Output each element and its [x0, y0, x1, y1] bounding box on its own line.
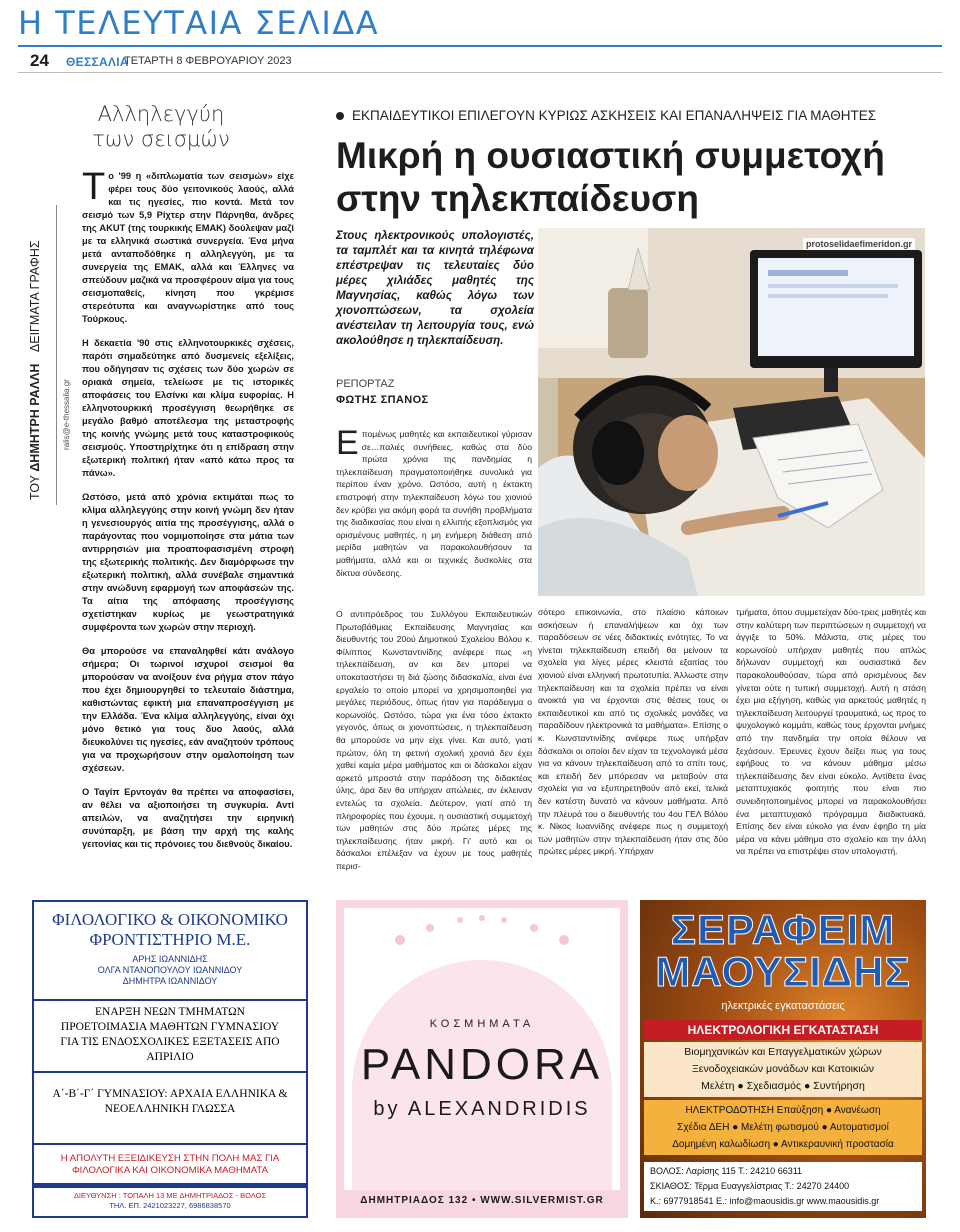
page-number: 24	[30, 51, 49, 70]
ad1-name: ΟΛΓΑ ΝΤΑΝΟΠΟΥΛΟΥ ΙΩΑΝΝΙΔΟΥ	[97, 965, 243, 975]
ad2-small-label: ΚΟΣΜΗΜΑΤΑ	[429, 1018, 535, 1030]
ad1-notice: ΓΙΑ ΤΙΣ ΕΝΔΟΣΧΟΛΙΚΕΣ ΕΞΕΤΑΣΕΙΣ ΑΠΟ	[60, 1036, 280, 1048]
column-paragraph: Θα μπορούσε να επαναληφθεί κάτι ανάλογο σήμερα; Οι τωρινοί ισχυροί σεισμοί θα μπορούσαν να ανοίξουν ένα ρήγμα στον πάγο που έχει δημιουργηθεί το τελευταίο διάστημα, καθιστώντας εφικτή μια επαναπροσέγγιση με την Ελλάδα. Ένα κλίμα αλληλεγγύης, είναι όχι μόνο θετικό για τους δυο λαούς, αλλά διευκολύνει τις ηγεσίες, εάν αναζητούν τρόπους για να προχωρήσουν στην ομαλοποίηση των σχέσεων.	[82, 646, 294, 773]
ad1-notice: ΕΝΑΡΞΗ ΝΕΩΝ ΤΜΗΜΑΤΩΝ	[95, 1006, 245, 1018]
ad1-name: ΔΗΜΗΤΡΑ ΙΩΑΝΝΙΔΟΥ	[122, 976, 218, 986]
article-headline: Μικρή η ουσιαστική συμμετοχή στην τηλεκπαίδευση	[336, 135, 885, 219]
column-paragraph: Ο Ταγίπ Ερντογάν θα πρέπει να αποφασίσει, αν θέλει να αξιοποιήσει τη συγκυρία. Αντί απειλών, να αναζητήσει την ειρηνική συνύπαρξη, με βάση την αρχή της καλής γειτονίας και τις πρόνοιες του διεθνούς δικαίου.	[82, 787, 294, 849]
article-photo	[538, 228, 925, 596]
ad3-contact: Κ.: 6977918541 Ε.: info@maousidis.gr www.maousidis.gr	[650, 1196, 880, 1206]
ad3-name-1: ΣΕΡΑΦΕΙΜ	[670, 906, 896, 953]
ad1-specialty: ΦΙΛΟΛΟΓΙΚΑ ΚΑΙ ΟΙΚΟΝΟΜΙΚΑ ΜΑΘΗΜΑΤΑ	[72, 1165, 268, 1176]
column-title: Αλληλεγγύη των σεισμών	[92, 102, 230, 151]
ad2-by: by ALEXANDRIDIS	[373, 1098, 591, 1120]
ad1-name: ΑΡΗΣ ΙΩΑΝΝΙΔΗΣ	[132, 954, 208, 964]
ad1-subjects: ΝΕΟΕΛΛΗΝΙΚΗ ΓΛΩΣΣΑ	[104, 1103, 236, 1115]
header-rule	[18, 45, 942, 47]
photo-credit: protoselidaefimeridon.gr	[803, 238, 915, 250]
column-paragraph: Ωστόσο, μετά από χρόνια εκτιμάται πως το κλίμα αλληλεγγύης στην κοινή γνώμη δεν ήταν η γενεσιουργός αιτία της προσέγγισης, αλλά ο παράγοντας που νομιμοποίησε στα μάτια των αντιρρησιών μια προαποφασισμένη στροφή της εξωτερικής πολιτικής. Δεν διαμόρφωσε την εξωτερική πολιτική, αλλά συνέβαλε σημαντικά στην ανώδυνη εφαρμογή των αποφάσεών της. Τα αίτια της απόφασης προσέγγισης σχετίστηκαν κυρίως με γεωστρατηγικά συμφέροντα των χωρών στην περιοχή.	[82, 492, 294, 632]
issue-date: ΤΕΤΑΡΤΗ 8 ΦΕΒΡΟΥΑΡΙΟΥ 2023	[124, 55, 292, 67]
article-kicker: ΕΚΠΑΙΔΕΥΤΙΚΟΙ ΕΠΙΛΕΓΟΥΝ ΚΥΡΙΩΣ ΑΣΚΗΣΕΙΣ ΚΑΙ ΕΠΑΝΑΛΗΨΕΙΣ ΓΙΑ ΜΑΘΗΤΕΣ	[336, 108, 936, 123]
article-column-2: σότερο επικοινωνία, στο πλαίσιο κάποιων ασκήσεων ή επαναλήψεων και όχι των παραδόσεων σε νέες διδακτικές ενότητες. Το να γίνεται τηλεκπαίδευση επειδή θα μείνουν τα σχολεία για λίγες μέρες κλειστά εξαιτίας του χιονιού είναι ελληνική πρωτοτυπία. Άλλωστε στην τηλεκπαίδευση και τα σχολεία πρέπει να είναι ανοικτά για να έρχονται στις θέσεις τους οι εκπαιδευτικοί και από τις σχολικές μονάδες να παραδίδουν ηλεκτρονικά τα μαθήματα». Επίσης ο κ. Κωνσταντινίδης ανέφερε πως υπήρξαν δάσκαλοι οι οποίοι δεν είχαν τα τεχνολογικά μέσα για να κάνουν τηλεκπαίδευση από το σπίτι τους, και επειδή δεν μπόρεσαν να μεταβούν στα σχολεία για να εξυπηρετηθούν από εκεί, τελικά δεν κατέστη δυνατό να κάνουν μαθήματα. Από την πλευρά του ο διευθυντής του 4ου ΓΕΛ Βόλου κ. Νίκος Ιωαννίδης ανέφερε πως η συμμετοχή των μαθητών στην τηλεκπαίδευση ήταν στις δύο πρώτες μέρες μικρή. Υπήρχαν	[538, 607, 728, 857]
ad1-subjects: Α΄-Β΄-Γ΄ ΓΥΜΝΑΣΙΟΥ: ΑΡΧΑΙΑ ΕΛΛΗΝΙΚΑ &	[52, 1088, 288, 1100]
byline-email: ralis@e-thessalia.gr	[62, 379, 71, 450]
reportage-label: ΡΕΠΟΡΤΑΖ	[336, 378, 395, 390]
ad1-notice: ΠΡΟΕΤΟΙΜΑΣΙΑ ΜΑΘΗΤΩΝ ΓΥΜΝΑΣΙΟΥ	[60, 1021, 280, 1033]
bullet-icon	[336, 112, 344, 120]
ad3-band-2: Δομημένη καλωδίωση ● Αντικεραυνική προστασία	[672, 1139, 894, 1150]
article-column-1-continued: Ο αντιπρόεδρος του Συλλόγου Εκπαιδευτικών Πρωτοβάθμιας Εκπαίδευσης Μαγνησίας και διευθυντής του 20ού Δημοτικού Σχολείου Βόλου κ. Φίλιππος Κωνσταντινίδης ανέφερε πως «η τηλεκπαίδευση, αν και δεν μπορεί να υποκαταστήσει τη διά ζώσης διδασκαλία, είναι ένα εργαλείο το οποίο μπορεί να χρησιμοποιηθεί για μεγάλες περιόδους, όπως ήταν για παράδειγμα ο κορωνοϊός. Ωστόσο, τώρα για ένα τόσο έκτακτο γεγονός, όπως οι χιονοπτώσεις, η τηλεκπαίδευση θα μπορούσε να μην είχε γίνει. Και αυτό, γιατί πρώτον, όλη τη φετινή σχολική χρονιά δεν έχει χαθεί καμία μέρα μαθήματος και οι δάσκαλοι είχαν αρκετό μπροστά στην παράδοση της διδακτέας ύλης, άρα δεν θα υπήρχαν απώλειες, αν έκλειναν εντελώς τα σχολεία. Δεύτερον, γιατί από τη πληροφορίες που έχουμε, η ουσιαστική συμμετοχή των μαθητών στις δύο πρώτες μέρες της τηλεκπαίδευσης ήταν μικρή. Γι' αυτό και οι δάσκαλοι επέλεξαν να έχουν με τους μαθητές περισ-	[336, 609, 532, 871]
ad1-title-2: ΦΡΟΝΤΙΣΤΗΡΙΟ Μ.Ε.	[89, 930, 251, 949]
article-column-3: τμήματα, όπου συμμετείχαν δύο-τρεις μαθητές και στην καλύτερη των περιπτώσεων η συμμετοχή να άγγιξε το 50%. Μάλιστα, στις μέρες του κορωνοϊού υπήρχαν μαθητές που απλώς δήλωναν συμμετοχή και ουσιαστικά δεν παρακολουθούσαν, τώρα από ορισμένους δεν γίνεται ούτε η τυπική συμμετοχή. Αυτή η στάση έχει μια εξήγηση, καθώς για αρκετούς μαθητές η τηλεκπαίδευση λειτουργεί τραυματικά, ως προς το ψυχολογικό κομμάτι, καθώς τους έρχονται μνήμες από την πανδημία την οποία θέλουν να ξεχάσουν. Έρευνες έχουν δείξει πως για τους εφήβους το να κάνουν μάθημα μέσω τηλεκπαίδευσης δεν είναι εύκολο. Αντίθετα ένας μεταπτυχιακός φοιτητής που είναι πιο συνειδητοποιημένος μπορεί να παρακολουθήσει ένα μεταπτυχιακό πρόγραμμα διαδικτυακά. Επίσης δεν είναι εύκολο για έναν έφηβο τη μία μέρα να κάνει μάθημα στο σχολείο και την άλλη να πρέπει να επιστρέψει στον υπολογιστή.	[736, 607, 926, 857]
ad3-band-2: ΗΛΕΚΤΡΟΔΟΤΗΣΗ Επαύξηση ● Ανανέωση	[685, 1105, 881, 1116]
drop-cap: Ε	[336, 424, 359, 462]
column-paragraph: Η δεκαετία '90 στις ελληνοτουρκικές σχέσεις, παρότι σημαδεύτηκε από δυσμενείς εξελίξεις, που οδήγησαν τις σχέσεις των δύο χωρών σε οριακά σημεία, τελείωσε με τις ιστορικές αποφάσεις του Ελσίνκι και κλίμα ευφορίας. Η ελληνοτουρκική προσέγγιση θεωρήθηκε σε μεγάλο βαθμό αποτέλεσμα της μεταστροφής της κοινής γνώμης μετά τους καταστροφικούς σεισμούς. Υποστηρίχτηκε ότι η επίδραση στην εξωτερική πολιτική ήταν «από κάτω προς τα πάνω».	[82, 338, 294, 478]
column-paragraph: Το '99 η «διπλωματία των σεισμών» είχε φέρει τους δύο γειτονικούς λαούς, αλλά και τις ηγεσίες, πιο κοντά. Μετά τον σεισμό των 5,9 Ρίχτερ στην Πάρνηθα, άνδρες της AKUT (της τουρκικής ΕΜΑΚ) δούλεψαν μαζί με τα ελληνικά σωστικά συνεργεία. Ένα μήνα μετά ανταποδόθηκε η αλληλεγγύη, με τα συνεργεία της ΕΜΑΚ, αλλά και Έλληνες να σπεύδουν μαζικά να προσφέρουν αίμα για τους σεισμοπαθείς, κίνηση που γκρέμισε στερεότυπα και αναγνωρίστηκε από τους Τούρκους.	[82, 166, 294, 324]
ad1-specialty: Η ΑΠΟΛΥΤΗ ΕΞΕΙΔΙΚΕΥΣΗ ΣΤΗΝ ΠΟΛΗ ΜΑΣ ΓΙΑ	[60, 1153, 280, 1164]
ad3-line: Ξενοδοχειακών μονάδων και Κατοικιών	[691, 1063, 875, 1075]
article-author: ΦΩΤΗΣ ΣΠΑΝΟΣ	[336, 394, 429, 406]
ad2-footer: ΔΗΜΗΤΡΙΑΔΟΣ 132 • WWW.SILVERMIST.GR	[360, 1195, 604, 1206]
ad3-line: Βιομηχανικών και Επαγγελματικών χώρων	[684, 1046, 882, 1058]
byline-column-name: ΔΕΙΓΜΑΤΑ ΓΡΑΦΗΣ	[28, 240, 42, 353]
ad-pandora[interactable]	[336, 900, 628, 1218]
article-lead: Στους ηλεκτρονικούς υπολογιστές, τα ταμπλέτ και τα κινητά τηλέφωνα επέστρεψαν τις τελευταίες δύο μέρες χιλιάδες μαθητές της Μαγνησίας, καθώς λόγω των χιονοπτώσεων, τα σχολεία ανέστειλαν τη λειτουργία τους, ενώ ακολούθησε η τηλεκπαίδευση.	[336, 229, 534, 347]
ad1-address: ΔΙΕΥΘΥΝΣΗ : ΤΟΠΑΛΗ 13 ΜΕ ΔΗΜΗΤΡΙΑΔΟΣ - ΒΟΛΟΣ	[73, 1191, 267, 1200]
column-vertical-rule	[56, 205, 57, 505]
ad3-name-2: ΜΑΟΥΣΙΔΗΣ	[655, 948, 911, 995]
byline-prefix: ΤΟΥ	[28, 475, 42, 500]
newspaper-name: ΘΕΣΣΑΛΙΑ	[66, 55, 129, 69]
article-column-1: Επομένως μαθητές και εκπαιδευτικοί γύρισαν σε…παλιές συνήθειες, καθώς στα δύο πρώτα χρόνια της πανδημίας η τηλεκπαίδευση πραγματοποιήθηκε συνολικά για περίπου έναν χρόνο. Ωστόσο, αυτή η έκτακτη επιστροφή στην τηλεκπαίδευση λόγω του χιονιού δεν κρύβει για ακόμη φορά τα συνήθη προβλήματα της διαδικασίας που είναι η ελλιπής εξοπλισμός για ορισμένους μαθητές, η μη ενήμερη διάθεση από μερίδα μαθητών να παρακολουθήσουν τα μαθήματα, αλλά και οι τεχνικές δυσκολίες στα δίκτυα σύνδεσης.	[336, 424, 532, 578]
drop-cap: Τ	[82, 166, 106, 208]
column-byline-vertical	[28, 200, 50, 500]
ad3-contact: ΒΟΛΟΣ: Λαρίσης 115 Τ.: 24210 66311	[650, 1166, 803, 1176]
ad3-band-2: Σχέδια ΔΕΗ ● Μελέτη φωτισμού ● Αυτοματισμοί	[677, 1122, 889, 1133]
section-title: Η ΤΕΛΕΥΤΑΙΑ ΣΕΛΙΔΑ	[18, 4, 380, 42]
ad1-phone: ΤΗΛ. ΕΠ. 2421023227, 6986838570	[109, 1201, 231, 1210]
ad3-subtitle: ηλεκτρικές εγκαταστάσεις	[721, 1000, 845, 1012]
chandelier-icon	[360, 910, 604, 970]
column-body	[82, 166, 294, 862]
header-rule-thin	[18, 72, 942, 73]
ad2-brand: PANDORA	[360, 1040, 604, 1089]
ad-maousidis[interactable]	[640, 900, 926, 1218]
ad3-band-1: ΗΛΕΚΤΡΟΛΟΓΙΚΗ ΕΓΚΑΤΑΣΤΑΣΗ	[644, 1020, 922, 1040]
ad-frontistirio[interactable]	[32, 900, 308, 1218]
ad1-notice: ΑΠΡΙΛΙΟ	[146, 1051, 194, 1063]
byline-author: ΔΗΜΗΤΡΗ ΡΑΛΛΗ	[28, 363, 42, 472]
ad3-line: Μελέτη ● Σχεδιασμός ● Συντήρηση	[701, 1080, 865, 1092]
ad3-contact: ΣΚΙΑΘΟΣ: Τέρμα Ευαγγελίστριας Τ.: 24270 24400	[650, 1181, 850, 1191]
ad1-title-1: ΦΙΛΟΛΟΓΙΚΟ & ΟΙΚΟΝΟΜΙΚΟ	[52, 910, 288, 929]
